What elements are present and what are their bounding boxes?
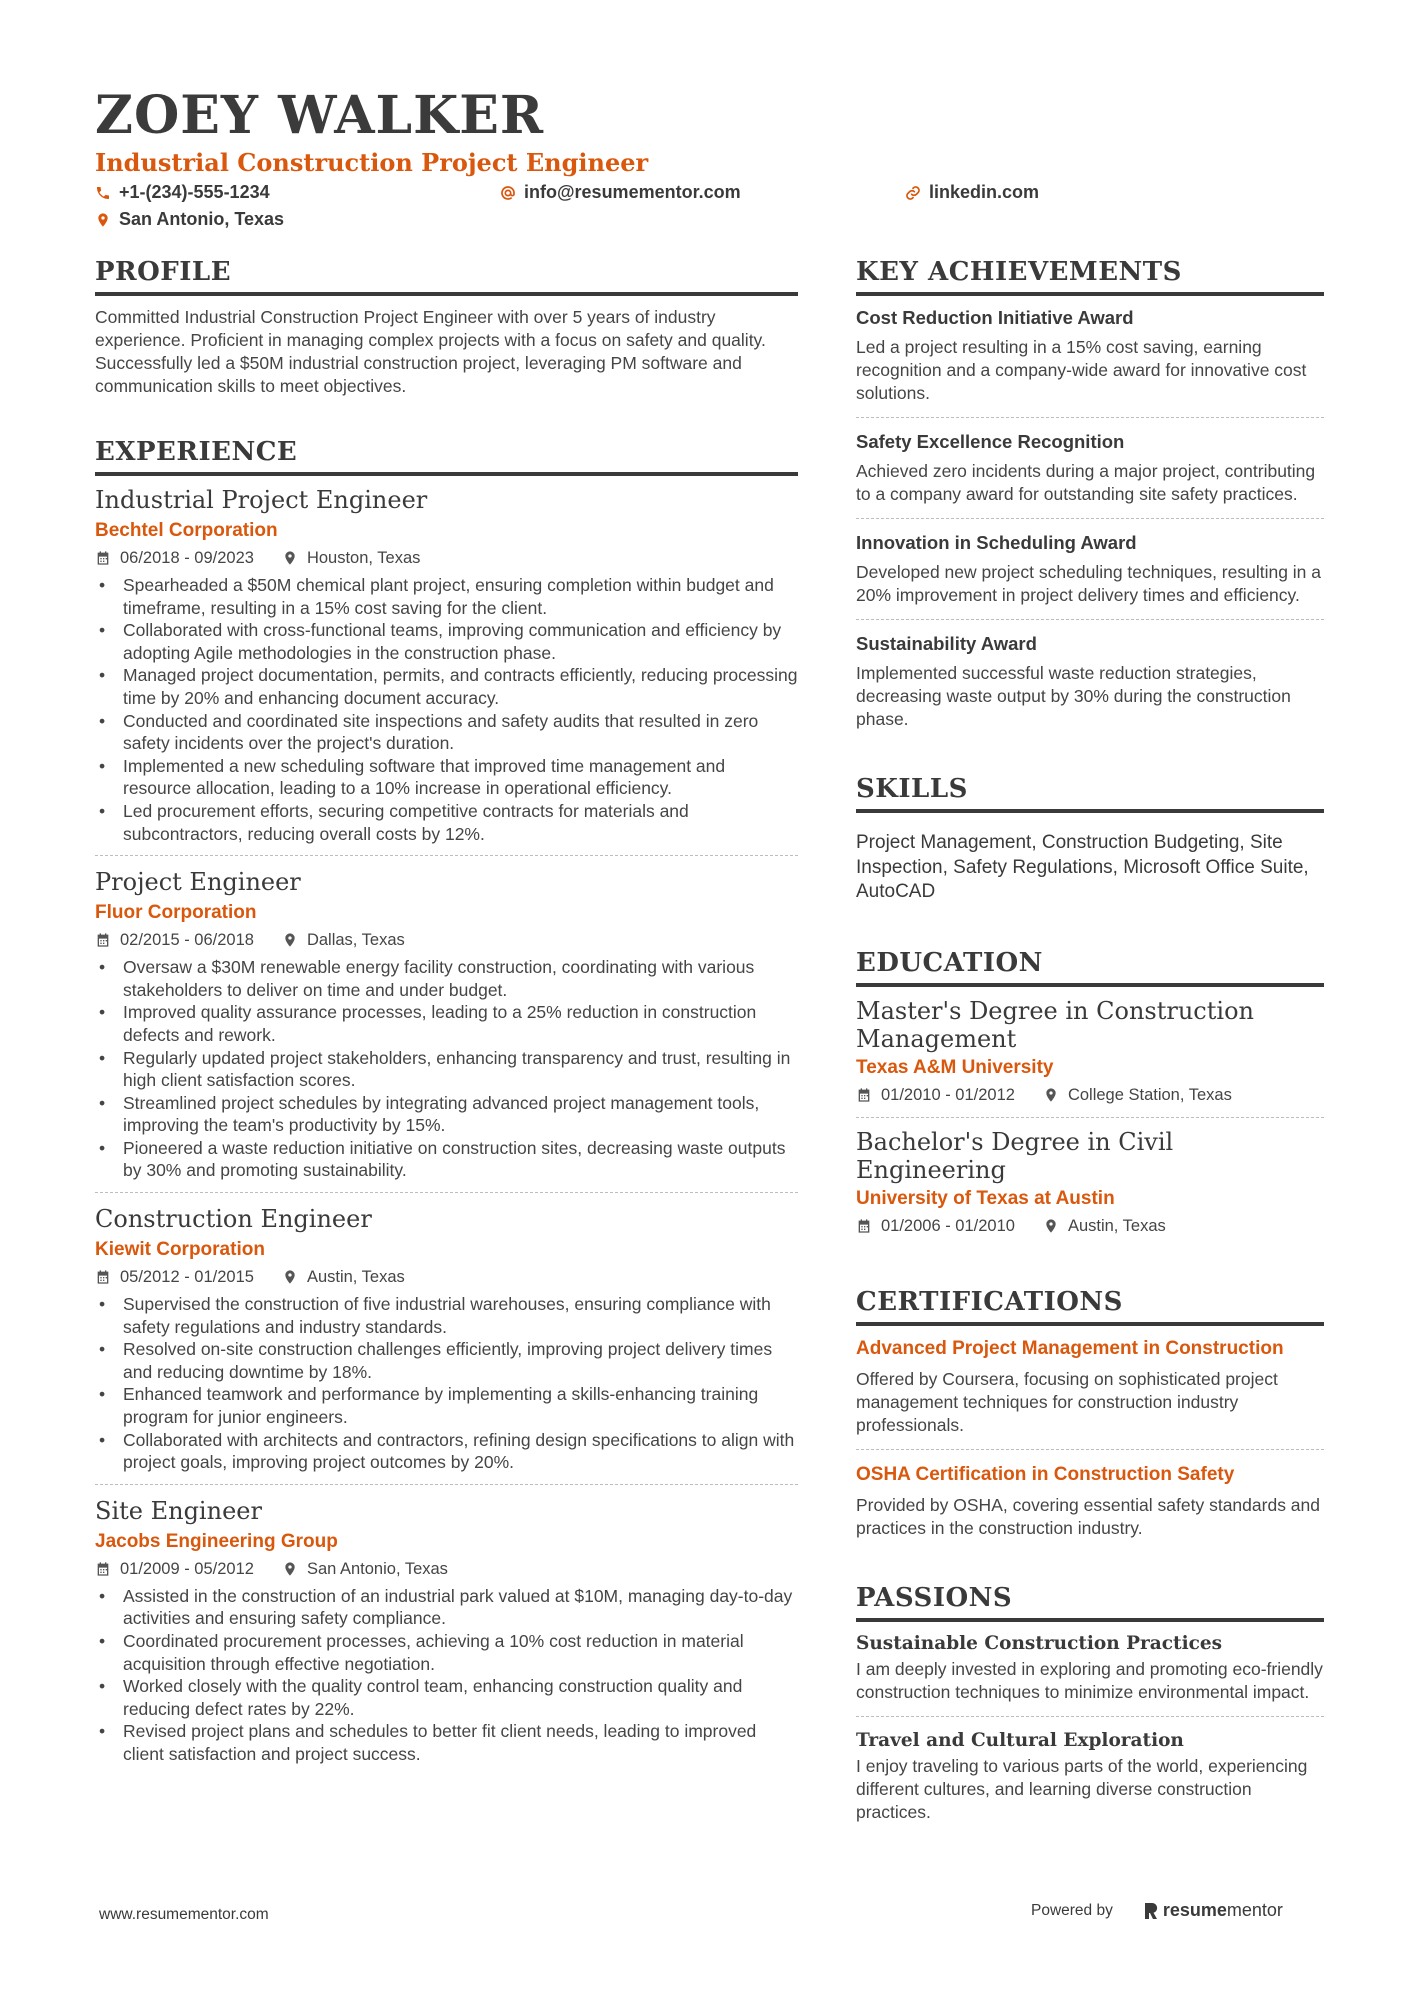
bullet-item: • Revised project plans and schedules to better fit client needs, leading to improved client satisfaction and project success. — [95, 1720, 798, 1765]
achievement-title: Innovation in Scheduling Award — [856, 532, 1137, 553]
job-bullets — [95, 1293, 798, 1474]
phone-contact[interactable] — [95, 182, 270, 203]
email-contact[interactable] — [500, 182, 741, 203]
right-column — [856, 256, 1324, 1836]
degree: Bachelor's Degree in Civil Engineering — [856, 1127, 1174, 1184]
job-entry — [95, 855, 798, 1192]
education-section — [856, 947, 1324, 1248]
location-pin-icon — [95, 212, 111, 228]
calendar-icon — [95, 1269, 111, 1285]
achievements-heading: KEY ACHIEVEMENTS — [856, 256, 1324, 296]
bullet-item: • Improved quality assurance processes, leading to a 25% reduction in construction defects and rework. — [95, 1001, 798, 1046]
bullet-item: • Regularly updated project stakeholders, enhancing transparency and trust, resulting in high client satisfaction scores. — [95, 1047, 798, 1092]
location-pin-icon — [282, 932, 298, 948]
achievement-desc: Implemented successful waste reduction strategies, decreasing waste output by 30% during the construction phase. — [856, 663, 1291, 729]
location-contact — [95, 209, 284, 230]
education-heading: EDUCATION — [856, 947, 1324, 987]
location: Dallas, Texas — [306, 931, 405, 950]
dates: 06/2018 - 09/2023 — [120, 549, 254, 567]
passion-desc: I enjoy traveling to various parts of the world, experiencing different cultures, and learning diverse construction practices. — [856, 1755, 1308, 1822]
skills-section — [856, 773, 1324, 905]
achievement-item — [856, 619, 1324, 743]
achievement-desc: Led a project resulting in a 15% cost saving, earning recognition and a company-wide award for innovative cost solutions. — [856, 337, 1307, 403]
calendar-icon — [856, 1218, 872, 1234]
bullet-item: • Enhanced teamwork and performance by implementing a skills-enhancing training program for junior engineers. — [95, 1383, 798, 1428]
education-item — [856, 987, 1324, 1117]
job-title: Project Engineer — [95, 868, 301, 897]
skills-heading: SKILLS — [856, 773, 1324, 813]
dates: 01/2006 - 01/2010 — [881, 1216, 1015, 1235]
achievement-title: Cost Reduction Initiative Award — [856, 307, 1134, 328]
company-name: Jacobs Engineering Group — [95, 1530, 338, 1552]
at-icon — [500, 185, 516, 201]
achievement-item — [856, 518, 1324, 619]
company-name: Bechtel Corporation — [95, 520, 278, 541]
brand-light: mentor — [1226, 1900, 1283, 1920]
experience-section — [95, 436, 798, 1776]
brand-bold: resume — [1162, 1900, 1227, 1920]
job-entry — [95, 1192, 798, 1484]
bullet-item: • Assisted in the construction of an industrial park valued at $10M, managing day-to-day activities and ensuring safety compliance. — [95, 1585, 798, 1630]
bullet-item: • Collaborated with cross-functional teams, improving communication and efficiency by adopting Agile methodologies in the construction phase. — [95, 619, 798, 664]
location-text: San Antonio, Texas — [119, 209, 285, 229]
job-title: Construction Engineer — [95, 1205, 372, 1234]
education-list — [856, 987, 1324, 1248]
location-pin-icon — [282, 550, 298, 566]
location: San Antonio, Texas — [306, 1559, 448, 1578]
location: College Station, Texas — [1067, 1085, 1232, 1104]
skills-text: Project Management, Construction Budgeting, Site Inspection, Safety Regulations, Microsoft Office Suite, AutoCAD — [856, 832, 1309, 902]
achievements-section — [856, 256, 1324, 743]
bullet-item: • Streamlined project schedules by integrating advanced project management tools, improving the team's productivity by 15%. — [95, 1092, 798, 1137]
date-location-row — [856, 1083, 1324, 1107]
calendar-icon — [95, 932, 111, 948]
bullet-item: • Oversaw a $30M renewable energy facility construction, coordinating with various stakeholders to deliver on time and under budget. — [95, 956, 798, 1001]
certification-item — [856, 1324, 1324, 1449]
passions-heading: PASSIONS — [856, 1582, 1324, 1622]
achievement-title: Safety Excellence Recognition — [856, 431, 1125, 452]
company-name: Kiewit Corporation — [95, 1239, 265, 1261]
job-bullets — [95, 574, 798, 845]
achievement-item — [856, 417, 1324, 518]
certification-title: Advanced Project Management in Construction — [856, 1337, 1284, 1359]
passion-desc: I am deeply invested in exploring and promoting eco-friendly construction techniques to minimize environmental impact. — [856, 1658, 1323, 1702]
bullet-item: • Collaborated with architects and contractors, refining design specifications to align with project goals, improving project outcomes by 20%. — [95, 1429, 798, 1474]
job-entry — [95, 1484, 798, 1776]
certification-item — [856, 1449, 1324, 1552]
date-location-row — [95, 546, 798, 570]
linkedin-text: linkedin.com — [929, 182, 1040, 202]
company-name: Fluor Corporation — [95, 902, 257, 924]
profile-section — [95, 256, 798, 398]
footer-website[interactable]: www.resumementor.com — [99, 1906, 269, 1923]
school-name: University of Texas at Austin — [856, 1187, 1115, 1209]
certifications-list — [856, 1324, 1324, 1552]
passions-section — [856, 1582, 1324, 1836]
candidate-title: Industrial Construction Project Engineer — [95, 148, 649, 177]
degree: Master's Degree in Construction Management — [856, 996, 1254, 1053]
bullet-item: • Coordinated procurement processes, achieving a 10% cost reduction in material acquisition through effective negotiation. — [95, 1630, 798, 1675]
dates: 01/2009 - 05/2012 — [120, 1559, 254, 1578]
job-bullets — [95, 1585, 798, 1766]
achievement-desc: Developed new project scheduling techniques, resulting in a 20% improvement in project delivery times and efficiency. — [856, 562, 1322, 605]
certifications-section — [856, 1286, 1324, 1552]
bullet-item: • Resolved on-site construction challenges efficiently, improving project delivery times and reducing downtime by 18%. — [95, 1338, 798, 1383]
bullet-item: • Supervised the construction of five industrial warehouses, ensuring compliance with safety regulations and industry standards. — [95, 1293, 798, 1338]
bullet-item: • Spearheaded a $50M chemical plant project, ensuring completion within budget and timeframe, resulting in a 15% cost saving for the client. — [95, 574, 798, 619]
experience-heading: EXPERIENCE — [95, 436, 798, 476]
certification-desc: Offered by Coursera, focusing on sophisticated project management techniques for construction industry professionals. — [856, 1368, 1278, 1435]
footer-powered-by — [1031, 1900, 1283, 1921]
dates: 01/2010 - 01/2012 — [881, 1085, 1015, 1104]
candidate-name: ZOEY WALKER — [95, 85, 545, 146]
job-title: Site Engineer — [95, 1496, 262, 1525]
location: Houston, Texas — [306, 549, 421, 567]
certifications-heading: CERTIFICATIONS — [856, 1286, 1324, 1326]
location-pin-icon — [282, 1561, 298, 1577]
link-icon — [905, 185, 921, 201]
certification-title: OSHA Certification in Construction Safety — [856, 1463, 1235, 1485]
school-name: Texas A&M University — [856, 1056, 1054, 1078]
achievement-title: Sustainability Award — [856, 633, 1037, 654]
passions-list — [856, 1620, 1324, 1836]
left-column — [95, 256, 798, 1776]
email-text: info@resumementor.com — [524, 182, 741, 202]
job-title: Industrial Project Engineer — [95, 486, 428, 514]
location-pin-icon — [1043, 1087, 1059, 1103]
achievement-item — [856, 294, 1324, 417]
profile-heading: PROFILE — [95, 256, 798, 296]
jobs-list — [95, 484, 798, 1776]
brand-logo[interactable] — [1143, 1900, 1283, 1921]
bullet-item: • Managed project documentation, permits, and contracts efficiently, reducing processing time by 20% and enhancing document accuracy. — [95, 664, 798, 709]
job-entry — [95, 484, 798, 855]
dates: 05/2012 - 01/2015 — [120, 1268, 254, 1287]
bullet-item: • Worked closely with the quality control team, enhancing construction quality and reducing defect rates by 22%. — [95, 1675, 798, 1720]
contact-info — [95, 182, 1325, 236]
location: Austin, Texas — [306, 1268, 405, 1287]
passion-item — [856, 1620, 1324, 1716]
passion-title: Sustainable Construction Practices — [856, 1632, 1223, 1654]
date-location-row — [95, 928, 798, 952]
dates: 02/2015 - 06/2018 — [120, 931, 254, 950]
calendar-icon — [95, 550, 111, 566]
profile-text: Committed Industrial Construction Project Engineer with over 5 years of industry experience. Proficient in managing complex projects with a focus on safety and quality. Successfully led a $50M industrial construction project, leveraging PM software and communication skills to meet objectives. — [95, 307, 766, 396]
achievement-desc: Achieved zero incidents during a major project, contributing to a company award for outstanding site safety practices. — [856, 461, 1316, 504]
calendar-icon — [856, 1087, 872, 1103]
passion-item — [856, 1716, 1324, 1836]
job-bullets — [95, 956, 798, 1182]
certification-desc: Provided by OSHA, covering essential safety standards and practices in the construction industry. — [856, 1494, 1320, 1538]
education-item — [856, 1117, 1324, 1248]
date-location-row — [95, 1557, 798, 1581]
calendar-icon — [95, 1561, 111, 1577]
brand-logo-icon — [1143, 1901, 1159, 1921]
resume-header — [95, 86, 1325, 236]
phone-icon — [95, 185, 111, 201]
location-pin-icon — [282, 1269, 298, 1285]
bullet-item: • Conducted and coordinated site inspections and safety audits that resulted in zero safety incidents over the project's duration. — [95, 710, 798, 755]
bullet-item: • Led procurement efforts, securing competitive contracts for materials and subcontractors, reducing overall costs by 12%. — [95, 800, 798, 845]
achievements-list — [856, 294, 1324, 743]
location: Austin, Texas — [1067, 1216, 1166, 1235]
phone-text: +1-(234)-555-1234 — [119, 182, 270, 202]
bullet-item: • Implemented a new scheduling software that improved time management and resource allocation, leading to a 10% increase in operational efficiency. — [95, 755, 798, 800]
powered-by-text: Powered by — [1031, 1901, 1113, 1919]
linkedin-contact[interactable] — [905, 182, 1039, 203]
date-location-row — [95, 1265, 798, 1289]
location-pin-icon — [1043, 1218, 1059, 1234]
passion-title: Travel and Cultural Exploration — [856, 1729, 1184, 1751]
date-location-row — [856, 1214, 1324, 1238]
bullet-item: • Pioneered a waste reduction initiative on construction sites, decreasing waste outputs by 30% and promoting sustainability. — [95, 1137, 798, 1182]
